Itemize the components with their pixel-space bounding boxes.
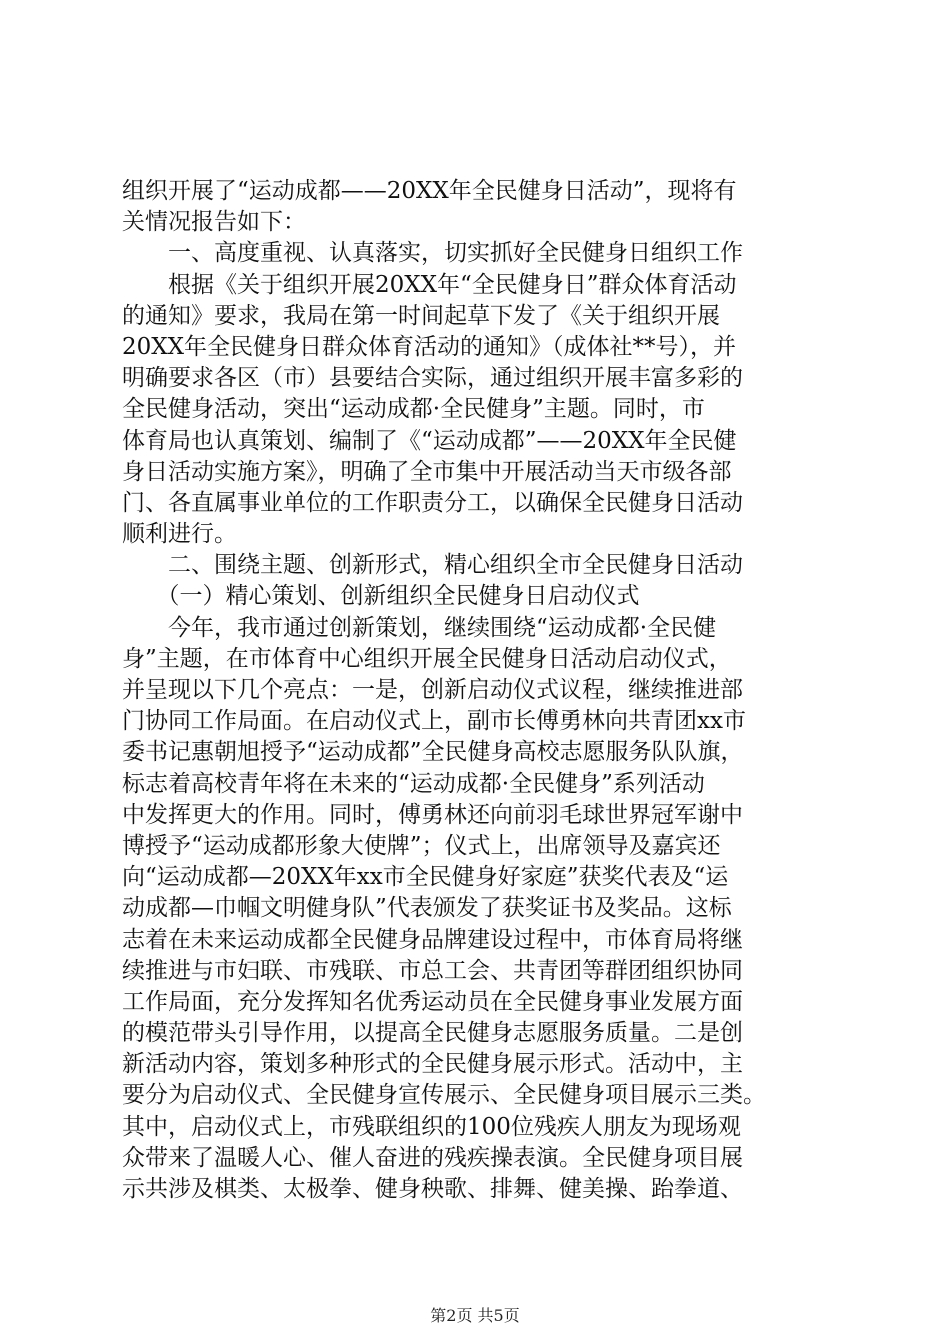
text-line: 向“运动成都—20XX年xx市全民健身好家庭”获奖代表及“运 <box>122 864 729 891</box>
text-line: 示共涉及棋类、太极拳、健身秧歌、排舞、健美操、跆拳道、 <box>122 1176 743 1202</box>
text-line: 门协同工作局面。在启动仪式上，副市长傅勇林向共青团xx市 <box>122 708 746 735</box>
text-line: 委书记惠朝旭授予“运动成都”全民健身高校志愿服务队队旗， <box>122 739 744 766</box>
text-line: 工作局面，充分发挥知名优秀运动员在全民健身事业发展方面 <box>122 988 743 1015</box>
text-line: 今年，我市通过创新策划，继续围绕“运动成都·全民健 <box>122 614 717 641</box>
text-line: 的模范带头引导作用，以提高全民健身志愿服务质量。二是创 <box>122 1020 743 1047</box>
text-line: 体育局也认真策划、编制了《“运动成都”——20XX年全民健 <box>122 427 737 454</box>
text-line: 博授予“运动成都形象大使牌”；仪式上，出席领导及嘉宾还 <box>122 832 721 859</box>
text-line: 根据《关于组织开展20XX年“全民健身日”群众体育活动 <box>122 271 737 298</box>
text-line: 并呈现以下几个亮点：一是，创新启动仪式议程，继续推进部 <box>122 677 743 703</box>
text-line: 志着在未来运动成都全民健身品牌建设过程中，市体育局将继 <box>122 926 743 953</box>
text-line: 动成都—巾帼文明健身队”代表颁发了获奖证书及奖品。这标 <box>122 895 732 922</box>
text-line: 门、各直属事业单位的工作职责分工，以确保全民健身日活动 <box>122 489 743 516</box>
text-line: 的通知》要求，我局在第一时间起草下发了《关于组织开展 <box>122 302 720 329</box>
text-line: 顺利进行。 <box>122 521 237 548</box>
text-line: 众带来了温暖人心、催人奋进的残疾操表演。全民健身项目展 <box>122 1144 743 1171</box>
text-line: 全民健身活动，突出“运动成都·全民健身”主题。同时，市 <box>122 396 705 423</box>
text-line: 身日活动实施方案》，明确了全市集中开展活动当天市级各部 <box>122 458 732 485</box>
text-line: 一、高度重视、认真落实，切实抓好全民健身日组织工作 <box>122 240 743 267</box>
text-line: （一）精心策划、创新组织全民健身日启动仪式 <box>122 583 640 610</box>
text-line: 20XX年全民健身日群众体育活动的通知》（成体社**号），并 <box>122 333 737 360</box>
page-footer: 第2页 共5页 <box>430 1306 520 1325</box>
text-line: 续推进与市妇联、市残联、市总工会、共青团等群团组织协同 <box>122 957 743 984</box>
text-line: 标志着高校青年将在未来的“运动成都·全民健身”系列活动 <box>122 770 705 797</box>
text-line: 中发挥更大的作用。同时，傅勇林还向前羽毛球世界冠军谢中 <box>122 801 743 828</box>
text-line: 关情况报告如下： <box>122 209 306 236</box>
text-line: 明确要求各区（市）县要结合实际，通过组织开展丰富多彩的 <box>122 365 743 392</box>
text-line: 其中，启动仪式上，市残联组织的100位残疾人朋友为现场观 <box>122 1113 741 1140</box>
text-line: 身”主题，在市体育中心组织开展全民健身日活动启动仪式， <box>122 645 732 672</box>
body-text <box>122 176 834 1205</box>
text-line: 组织开展了“运动成都——20XX年全民健身日活动”，现将有 <box>122 178 737 204</box>
text-line: 二、围绕主题、创新形式，精心组织全市全民健身日活动 <box>122 552 743 579</box>
text-line: 要分为启动仪式、全民健身宣传展示、全民健身项目展示三类。 <box>122 1082 766 1109</box>
text-line: 新活动内容，策划多种形式的全民健身展示形式。活动中，主 <box>122 1051 743 1078</box>
